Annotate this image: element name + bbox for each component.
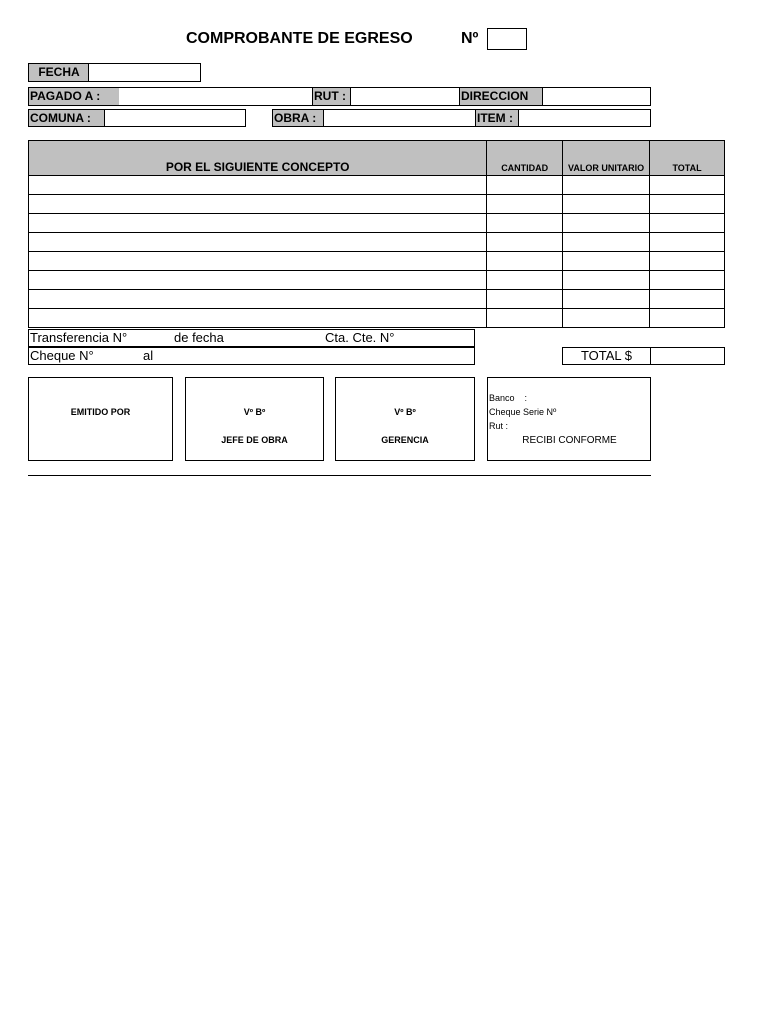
valor-cell[interactable]: [563, 290, 650, 309]
emitido-label: EMITIDO POR: [70, 407, 131, 417]
bottom-divider: [28, 475, 651, 476]
transfer-label: Transferencia N°: [30, 330, 128, 345]
valor-unitario-header: VALOR UNITARIO: [563, 141, 650, 176]
cantidad-cell[interactable]: [487, 176, 563, 195]
obra-field[interactable]: [323, 109, 476, 127]
concept-cell[interactable]: [29, 195, 487, 214]
concept-cell[interactable]: [29, 233, 487, 252]
total-cell[interactable]: [650, 176, 725, 195]
concept-cell[interactable]: [29, 252, 487, 271]
total-header: TOTAL: [650, 141, 725, 176]
cantidad-cell[interactable]: [487, 290, 563, 309]
valor-cell[interactable]: [563, 195, 650, 214]
total-cell[interactable]: [650, 271, 725, 290]
rut-field[interactable]: [351, 88, 459, 105]
gerencia-box[interactable]: [335, 377, 475, 461]
recibi-label: RECIBI CONFORME: [522, 435, 617, 446]
cantidad-cell[interactable]: [487, 195, 563, 214]
cantidad-cell[interactable]: [487, 271, 563, 290]
cheque-serie-label: Cheque Serie Nº: [489, 407, 557, 417]
comuna-field[interactable]: [104, 109, 246, 127]
cheque-label: Cheque N°: [30, 348, 94, 363]
pagado-label: PAGADO A :: [29, 88, 119, 105]
vb-label: Vº Bº: [394, 407, 416, 417]
concept-cell[interactable]: [29, 309, 487, 328]
table-row: [29, 176, 725, 195]
total-field[interactable]: [650, 347, 725, 365]
item-label: ITEM :: [475, 109, 519, 127]
concept-cell[interactable]: [29, 290, 487, 309]
valor-cell[interactable]: [563, 176, 650, 195]
rut-sign-label: Rut :: [489, 421, 509, 431]
obra-label: OBRA :: [272, 109, 324, 127]
cantidad-cell[interactable]: [487, 309, 563, 328]
total-cell[interactable]: [650, 252, 725, 271]
table-row: [29, 195, 725, 214]
fecha-field[interactable]: [88, 63, 201, 82]
concept-header: POR EL SIGUIENTE CONCEPTO: [29, 141, 487, 176]
emitido-box[interactable]: [28, 377, 173, 461]
total-cell[interactable]: [650, 195, 725, 214]
valor-cell[interactable]: [563, 252, 650, 271]
cantidad-cell[interactable]: [487, 214, 563, 233]
table-row: [29, 214, 725, 233]
direccion-label: DIRECCION: [459, 87, 543, 106]
jefe-obra-box[interactable]: [185, 377, 324, 461]
account-label: Cta. Cte. N°: [325, 330, 395, 345]
comuna-label: COMUNA :: [28, 109, 105, 127]
concept-cell[interactable]: [29, 176, 487, 195]
total-cell[interactable]: [650, 309, 725, 328]
recibi-box[interactable]: [487, 377, 651, 461]
cheque-to-label: al: [143, 348, 154, 363]
banco-label: Banco :: [489, 393, 528, 403]
vb-label: Vº Bº: [243, 407, 266, 417]
total-cell[interactable]: [650, 233, 725, 252]
jefe-obra-label: JEFE DE OBRA: [221, 435, 288, 445]
number-label: Nº: [461, 30, 479, 47]
rut-label: RUT :: [312, 87, 351, 106]
valor-cell[interactable]: [563, 309, 650, 328]
table-row: [29, 233, 725, 252]
gerencia-label: GERENCIA: [381, 435, 429, 445]
concept-cell[interactable]: [29, 214, 487, 233]
cantidad-cell[interactable]: [487, 233, 563, 252]
table-row: [29, 271, 725, 290]
table-row: [29, 252, 725, 271]
item-field[interactable]: [518, 109, 651, 127]
concept-header-row: [29, 141, 725, 176]
cheque-row[interactable]: [28, 347, 475, 365]
cantidad-cell[interactable]: [487, 252, 563, 271]
valor-cell[interactable]: [563, 214, 650, 233]
transfer-date-label: de fecha: [174, 330, 224, 345]
transfer-row[interactable]: [28, 329, 475, 347]
valor-cell[interactable]: [563, 233, 650, 252]
total-cell[interactable]: [650, 214, 725, 233]
table-row: [29, 290, 725, 309]
pagado-field[interactable]: [119, 88, 312, 105]
direccion-field[interactable]: [542, 87, 651, 106]
concept-cell[interactable]: [29, 271, 487, 290]
table-row: [29, 309, 725, 328]
document-title: COMPROBANTE DE EGRESO: [186, 30, 413, 47]
number-field[interactable]: [487, 28, 527, 50]
total-cell[interactable]: [650, 290, 725, 309]
fecha-label: FECHA: [28, 63, 89, 82]
concept-table: [28, 140, 725, 328]
total-label: TOTAL $: [562, 347, 651, 365]
valor-cell[interactable]: [563, 271, 650, 290]
cantidad-header: CANTIDAD: [487, 141, 563, 176]
